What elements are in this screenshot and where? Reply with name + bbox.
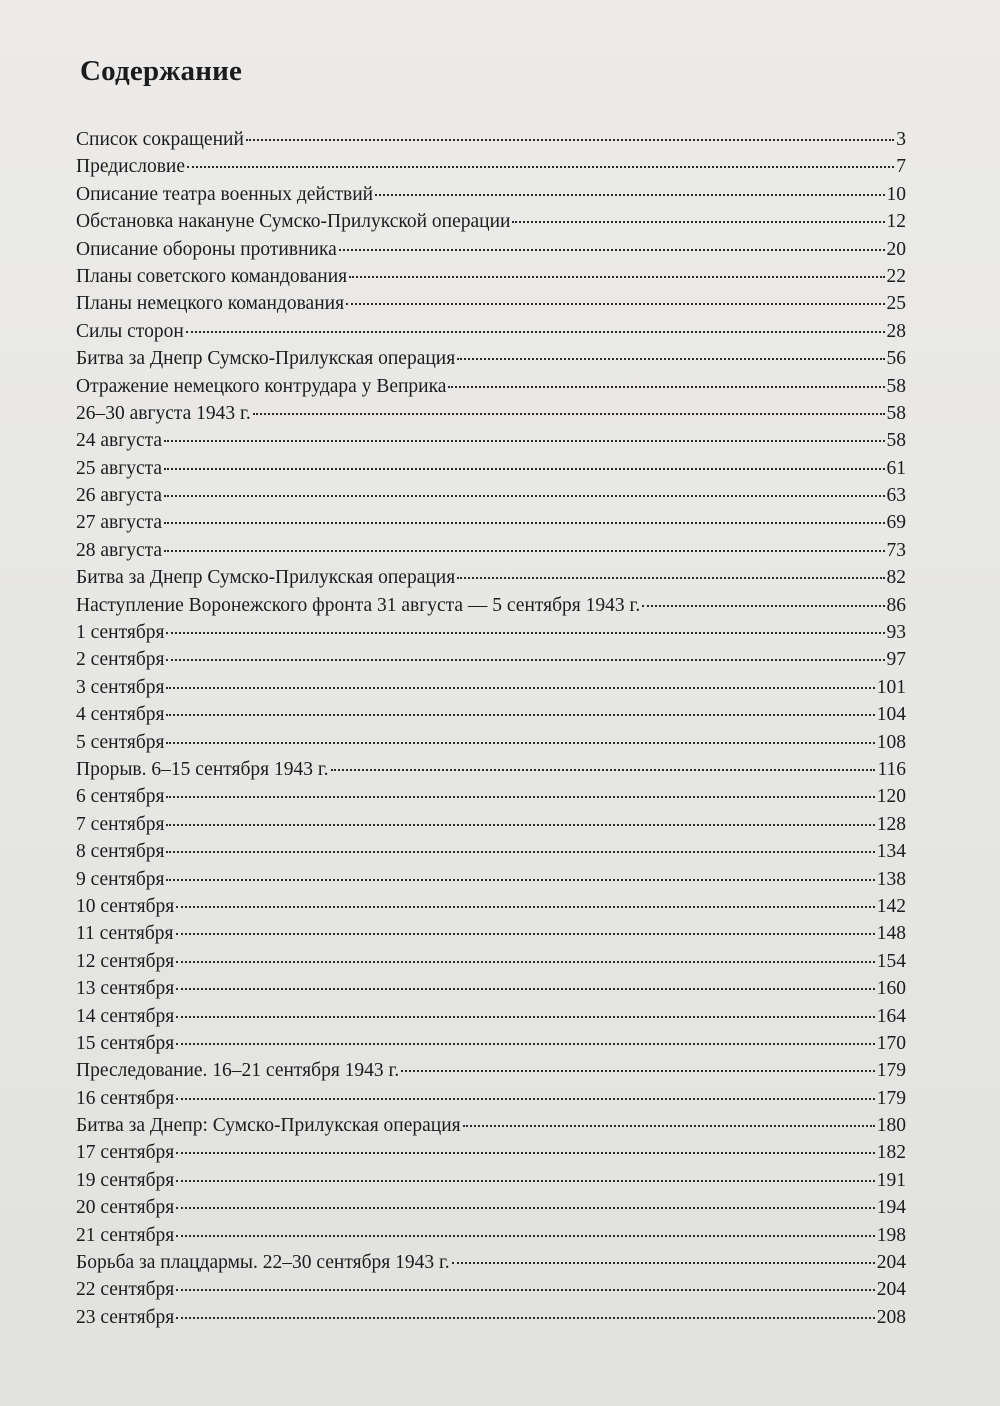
toc-entry-title: 12 сентября <box>76 950 175 972</box>
toc-entry-title: 27 августа <box>76 512 163 534</box>
toc-entry-page-number: 97 <box>886 649 906 671</box>
dot-leader <box>186 331 885 333</box>
dot-leader <box>176 1235 875 1237</box>
dot-leader <box>246 139 894 141</box>
toc-entry-title: 2 сентября <box>76 649 165 671</box>
toc-entry-title: 17 сентября <box>76 1142 175 1164</box>
dot-leader <box>176 1180 875 1182</box>
toc-entry <box>76 1249 906 1276</box>
toc-entry-title: Предисловие <box>76 156 186 178</box>
toc-entry-title: Битва за Днепр Сумско-Прилукская операция <box>76 348 456 370</box>
toc-entry <box>76 153 906 180</box>
dot-leader <box>176 1207 875 1209</box>
toc-entry <box>76 236 906 263</box>
dot-leader <box>176 1098 875 1100</box>
dot-leader <box>457 577 884 579</box>
dot-leader <box>176 961 875 963</box>
toc-entry <box>76 783 906 810</box>
toc-entry-title: 28 августа <box>76 539 163 561</box>
toc-entry-title: Битва за Днепр: Сумско-Прилукская операция <box>76 1115 461 1137</box>
toc-entry-page-number: 58 <box>886 430 906 452</box>
toc-entry-page-number: 154 <box>876 950 906 972</box>
toc-entry-title: Планы советского командования <box>76 265 348 287</box>
toc-entry-title: 10 сентября <box>76 895 175 917</box>
toc-entry <box>76 756 906 783</box>
dot-leader <box>176 1152 875 1154</box>
toc-entry-page-number: 148 <box>876 923 906 945</box>
toc-entry-title: Прорыв. 6–15 сентября 1943 г. <box>76 758 329 780</box>
toc-entry-page-number: 138 <box>876 868 906 890</box>
toc-entry <box>76 564 906 591</box>
dot-leader <box>166 659 884 661</box>
toc-entry-page-number: 198 <box>876 1224 906 1246</box>
toc-entry <box>76 1167 906 1194</box>
toc-entry-page-number: 61 <box>886 457 906 479</box>
toc-entry <box>76 893 906 920</box>
toc-entry-title: 6 сентября <box>76 786 165 808</box>
toc-entry-page-number: 82 <box>886 567 906 589</box>
toc-entry-page-number: 134 <box>876 841 906 863</box>
toc-entry-title: 25 августа <box>76 457 163 479</box>
toc-entry-page-number: 28 <box>886 320 906 342</box>
toc-entry-page-number: 191 <box>876 1169 906 1191</box>
dot-leader <box>339 249 885 251</box>
toc-entry-title: 4 сентября <box>76 704 165 726</box>
toc-entry-page-number: 160 <box>876 978 906 1000</box>
toc-entry-page-number: 194 <box>876 1197 906 1219</box>
dot-leader <box>176 906 875 908</box>
toc-entry <box>76 1139 906 1166</box>
toc-entry-page-number: 116 <box>877 758 906 780</box>
toc-entry-page-number: 182 <box>876 1142 906 1164</box>
toc-entry <box>76 975 906 1002</box>
toc-entry-title: 19 сентября <box>76 1169 175 1191</box>
toc-entry-page-number: 12 <box>886 211 906 233</box>
toc-entry-title: 5 сентября <box>76 731 165 753</box>
dot-leader <box>176 1043 875 1045</box>
toc-entry <box>76 1057 906 1084</box>
toc-entry <box>76 948 906 975</box>
toc-entry <box>76 1304 906 1331</box>
toc-entry-page-number: 73 <box>886 539 906 561</box>
dot-leader <box>166 742 874 744</box>
toc-entry <box>76 1085 906 1112</box>
dot-leader <box>164 468 884 470</box>
dot-leader <box>457 358 884 360</box>
toc-entry-title: 1 сентября <box>76 622 165 644</box>
dot-leader <box>448 386 884 388</box>
toc-entry <box>76 482 906 509</box>
toc-entry-page-number: 10 <box>886 183 906 205</box>
toc-entry-title: 11 сентября <box>76 923 174 945</box>
dot-leader <box>176 1317 875 1319</box>
dot-leader <box>164 550 884 552</box>
toc-entry-title: 15 сентября <box>76 1032 175 1054</box>
dot-leader <box>176 1289 875 1291</box>
toc-entry-page-number: 22 <box>886 265 906 287</box>
toc-entry-page-number: 7 <box>896 156 906 178</box>
toc-entry-page-number: 58 <box>886 402 906 424</box>
toc-entry <box>76 838 906 865</box>
toc-entry-title: Борьба за плацдармы. 22–30 сентября 1943 г. <box>76 1252 450 1274</box>
toc-entry-page-number: 179 <box>876 1087 906 1109</box>
toc-entry-page-number: 204 <box>876 1279 906 1301</box>
toc-entry <box>76 509 906 536</box>
dot-leader <box>253 413 885 415</box>
dot-leader <box>331 769 876 771</box>
dot-leader <box>176 933 875 935</box>
table-of-contents <box>76 126 906 1331</box>
toc-entry-page-number: 86 <box>886 594 906 616</box>
toc-entry <box>76 701 906 728</box>
toc-entry <box>76 455 906 482</box>
toc-entry-title: 26 августа <box>76 485 163 507</box>
toc-entry-title: 8 сентября <box>76 841 165 863</box>
toc-entry <box>76 674 906 701</box>
toc-entry-page-number: 108 <box>876 731 906 753</box>
dot-leader <box>463 1125 875 1127</box>
toc-entry-title: 23 сентября <box>76 1306 175 1328</box>
toc-entry-title: Отражение немецкого контрудара у Веприка <box>76 375 447 397</box>
toc-entry-title: 14 сентября <box>76 1005 175 1027</box>
toc-entry-page-number: 69 <box>886 512 906 534</box>
toc-entry <box>76 400 906 427</box>
toc-entry <box>76 646 906 673</box>
dot-leader <box>349 276 884 278</box>
toc-entry-title: 20 сентября <box>76 1197 175 1219</box>
dot-leader <box>166 714 874 716</box>
toc-entry-page-number: 25 <box>886 293 906 315</box>
toc-entry <box>76 1222 906 1249</box>
toc-entry-title: Описание театра военных действий <box>76 183 374 205</box>
toc-entry <box>76 592 906 619</box>
toc-entry <box>76 1276 906 1303</box>
dot-leader <box>187 166 894 168</box>
toc-entry-page-number: 101 <box>876 676 906 698</box>
toc-entry-page-number: 204 <box>876 1252 906 1274</box>
toc-entry-title: 16 сентября <box>76 1087 175 1109</box>
toc-entry-title: 22 сентября <box>76 1279 175 1301</box>
dot-leader <box>166 687 874 689</box>
dot-leader <box>452 1262 875 1264</box>
dot-leader <box>375 194 884 196</box>
toc-entry-title: 7 сентября <box>76 813 165 835</box>
toc-entry <box>76 126 906 153</box>
toc-entry <box>76 729 906 756</box>
toc-entry-page-number: 93 <box>886 622 906 644</box>
toc-entry-title: Обстановка накануне Сумско-Прилукской операции <box>76 211 511 233</box>
toc-entry-page-number: 58 <box>886 375 906 397</box>
toc-entry <box>76 318 906 345</box>
toc-entry <box>76 920 906 947</box>
toc-entry-title: 24 августа <box>76 430 163 452</box>
toc-entry <box>76 373 906 400</box>
toc-entry-title: 21 сентября <box>76 1224 175 1246</box>
toc-entry-title: Наступление Воронежского фронта 31 августа — 5 сентября 1943 г. <box>76 594 641 616</box>
dot-leader <box>176 988 875 990</box>
toc-entry-page-number: 56 <box>886 348 906 370</box>
dot-leader <box>176 1016 875 1018</box>
toc-entry <box>76 181 906 208</box>
toc-entry-page-number: 208 <box>876 1306 906 1328</box>
toc-entry-title: 3 сентября <box>76 676 165 698</box>
toc-entry <box>76 1112 906 1139</box>
toc-entry-page-number: 142 <box>876 895 906 917</box>
toc-entry-page-number: 104 <box>876 704 906 726</box>
dot-leader <box>166 632 884 634</box>
toc-entry <box>76 811 906 838</box>
toc-entry <box>76 1194 906 1221</box>
toc-entry <box>76 208 906 235</box>
dot-leader <box>642 605 884 607</box>
dot-leader <box>166 851 874 853</box>
toc-entry-page-number: 3 <box>896 129 906 150</box>
toc-entry-title: Описание обороны противника <box>76 238 337 260</box>
toc-entry-page-number: 180 <box>876 1115 906 1137</box>
toc-entry <box>76 345 906 372</box>
toc-entry <box>76 290 906 317</box>
toc-entry-title: Список сокращений <box>76 129 244 150</box>
toc-entry-title: 26–30 августа 1943 г. <box>76 402 251 424</box>
toc-entry-page-number: 164 <box>876 1005 906 1027</box>
toc-entry-page-number: 20 <box>886 238 906 260</box>
toc-entry <box>76 1003 906 1030</box>
dot-leader <box>164 522 884 524</box>
toc-entry-page-number: 170 <box>876 1032 906 1054</box>
dot-leader <box>164 440 884 442</box>
dot-leader <box>346 303 884 305</box>
dot-leader <box>166 824 874 826</box>
dot-leader <box>166 796 874 798</box>
toc-entry <box>76 1030 906 1057</box>
toc-entry-page-number: 63 <box>886 485 906 507</box>
toc-entry-title: Преследование. 16–21 сентября 1943 г. <box>76 1060 400 1082</box>
toc-entry-title: Битва за Днепр Сумско-Прилукская операция <box>76 567 456 589</box>
toc-entry <box>76 619 906 646</box>
toc-entry-title: 9 сентября <box>76 868 165 890</box>
toc-entry-title: Силы сторон <box>76 320 184 342</box>
dot-leader <box>512 221 884 223</box>
dot-leader <box>401 1070 875 1072</box>
dot-leader <box>164 495 884 497</box>
page-title: Содержание <box>80 55 243 87</box>
toc-entry <box>76 263 906 290</box>
toc-entry-page-number: 128 <box>876 813 906 835</box>
dot-leader <box>166 879 874 881</box>
toc-entry <box>76 427 906 454</box>
toc-entry-title: 13 сентября <box>76 978 175 1000</box>
toc-entry-title: Планы немецкого командования <box>76 293 345 315</box>
toc-entry-page-number: 120 <box>876 786 906 808</box>
toc-entry-page-number: 179 <box>876 1060 906 1082</box>
toc-entry <box>76 866 906 893</box>
toc-entry <box>76 537 906 564</box>
